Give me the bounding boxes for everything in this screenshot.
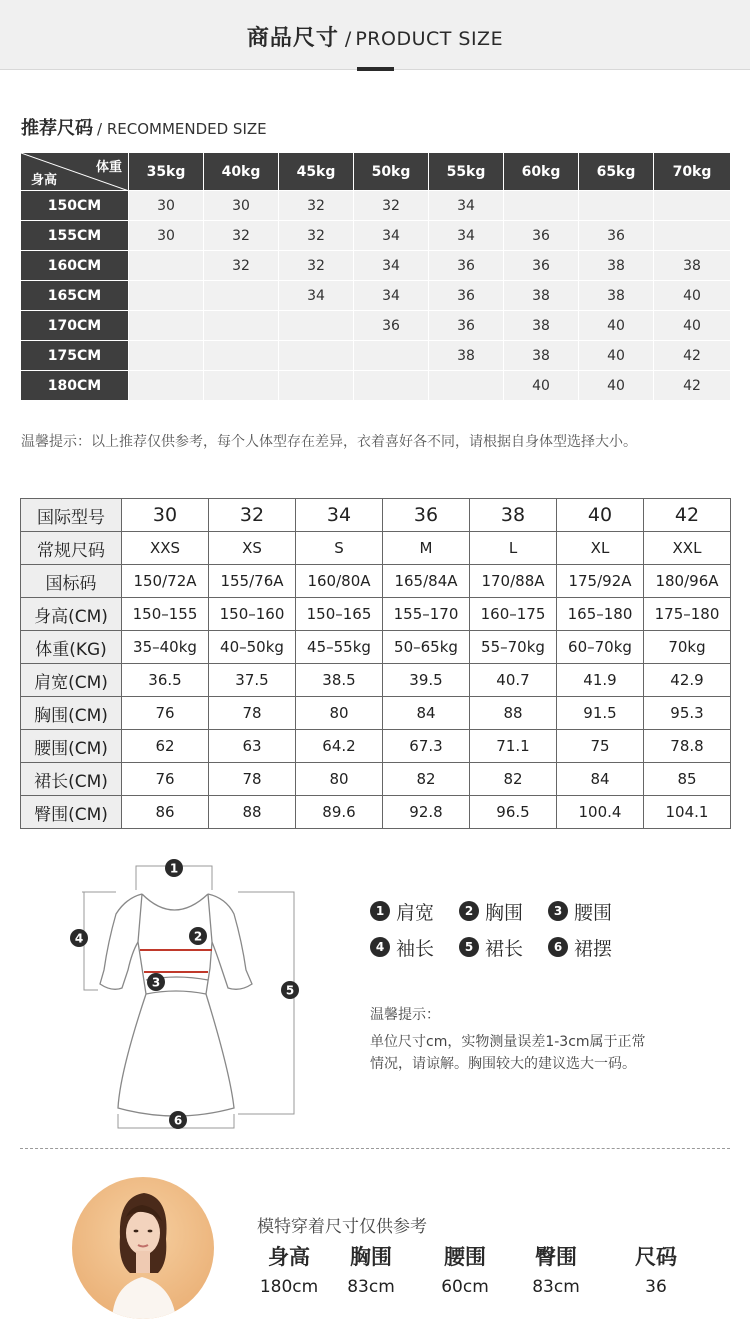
model-measure-label: 尺码 (635, 1245, 677, 1269)
size-chart-cell: 76 (122, 763, 209, 796)
size-chart-cell: 88 (470, 697, 557, 730)
recommended-size-cell: 40 (579, 341, 654, 371)
recommended-row (21, 191, 731, 221)
size-chart-cell: XL (557, 532, 644, 565)
size-chart-cell: 92.8 (383, 796, 470, 829)
size-chart-cell: XS (209, 532, 296, 565)
recommended-size-cell: 36 (504, 221, 579, 251)
size-chart-row-label: 裙长(CM) (21, 763, 122, 796)
recommended-size-cell: 36 (429, 251, 504, 281)
model-avatar (72, 1177, 214, 1319)
height-label: 155CM (21, 221, 129, 251)
size-chart-cell: XXL (644, 532, 731, 565)
size-chart-row-label: 身高(CM) (21, 598, 122, 631)
recommended-size-cell: 34 (354, 281, 429, 311)
size-chart-cell: M (383, 532, 470, 565)
recommended-size-cell: 38 (429, 341, 504, 371)
model-portrait-illustration (72, 1177, 214, 1319)
size-chart-body (21, 499, 731, 829)
size-chart-cell: 88 (209, 796, 296, 829)
size-chart-cell: 150–160 (209, 598, 296, 631)
corner-height-label: 身高 (31, 173, 58, 188)
size-chart-cell: 42.9 (644, 664, 731, 697)
legend-label: 肩宽 (396, 901, 435, 924)
recommended-size-cell: 36 (429, 311, 504, 341)
size-chart-cell: 42 (644, 499, 731, 532)
weight-header-row (21, 153, 731, 191)
recommended-size-cell: 38 (579, 251, 654, 281)
recommended-size-cell: 34 (429, 191, 504, 221)
page-title (0, 24, 750, 54)
legend-row (370, 893, 637, 929)
model-measure-value: 60cm (441, 1277, 489, 1297)
legend-label: 胸围 (485, 901, 524, 924)
size-chart-row-label: 臀围(CM) (21, 796, 122, 829)
size-chart-cell: 150–155 (122, 598, 209, 631)
recommended-size-cell: 32 (204, 221, 279, 251)
model-height (249, 1242, 329, 1302)
model-waist (425, 1242, 505, 1302)
recommended-size-cell: 34 (279, 281, 354, 311)
recommended-size-cell (654, 221, 731, 251)
size-chart-cell: 75 (557, 730, 644, 763)
size-chart-cell: 39.5 (383, 664, 470, 697)
weight-header: 35kg (129, 153, 204, 191)
recommended-title-cn: 推荐尺码 (21, 118, 93, 139)
size-chart-cell: 160–175 (470, 598, 557, 631)
recommended-size-cell (129, 341, 204, 371)
recommended-size-cell: 36 (579, 221, 654, 251)
size-chart-cell: 84 (383, 697, 470, 730)
size-chart-cell: 175/92A (557, 565, 644, 598)
model-measure-label: 腰围 (444, 1245, 486, 1269)
page-title-en: PRODUCT SIZE (355, 28, 504, 50)
size-chart-cell: 45–55kg (296, 631, 383, 664)
size-chart-cell: 150/72A (122, 565, 209, 598)
weight-header: 50kg (354, 153, 429, 191)
recommended-size-cell: 30 (129, 191, 204, 221)
recommended-size-cell: 38 (579, 281, 654, 311)
size-chart-cell: 67.3 (383, 730, 470, 763)
recommended-size-cell (129, 371, 204, 401)
size-chart-cell: 70kg (644, 631, 731, 664)
model-hip (516, 1242, 596, 1302)
measurement-legend (370, 893, 637, 965)
size-chart-cell: 63 (209, 730, 296, 763)
marker-1-label: 1 (169, 861, 179, 876)
legend-number-badge: 1 (370, 901, 390, 921)
size-chart-cell: 155–170 (383, 598, 470, 631)
legend-item-skirt-length (459, 934, 548, 961)
size-chart-cell: 80 (296, 763, 383, 796)
model-measure-value: 83cm (347, 1277, 395, 1297)
marker-4-label: 4 (74, 931, 84, 946)
size-chart-cell: 36.5 (122, 664, 209, 697)
legend-item-sleeve (370, 934, 459, 961)
marker-6-label: 6 (173, 1113, 183, 1128)
legend-number-badge: 2 (459, 901, 479, 921)
height-label: 165CM (21, 281, 129, 311)
measurement-tip-body (370, 1031, 690, 1075)
measurement-accent-lines (140, 950, 212, 972)
recommended-size-cell: 38 (504, 281, 579, 311)
size-chart-cell: S (296, 532, 383, 565)
recommended-size-cell: 32 (204, 251, 279, 281)
legend-label: 裙摆 (574, 937, 613, 960)
size-chart-cell: 95.3 (644, 697, 731, 730)
size-chart-row-label: 肩宽(CM) (21, 664, 122, 697)
legend-item-waist (548, 898, 637, 925)
size-chart-cell: 86 (122, 796, 209, 829)
model-measure-value: 180cm (259, 1277, 319, 1297)
size-chart-cell: 30 (122, 499, 209, 532)
size-chart-cell: 34 (296, 499, 383, 532)
size-chart-cell: 36 (383, 499, 470, 532)
size-chart-cell: 41.9 (557, 664, 644, 697)
size-chart-cell: 71.1 (470, 730, 557, 763)
legend-label: 裙长 (485, 937, 524, 960)
size-chart-cell: 55–70kg (470, 631, 557, 664)
recommended-size-cell: 34 (354, 251, 429, 281)
marker-5 (281, 981, 299, 999)
size-chart-row (21, 499, 731, 532)
recommended-row (21, 311, 731, 341)
legend-label: 袖长 (396, 937, 435, 960)
marker-2-label: 2 (193, 929, 203, 944)
recommended-title-en: / RECOMMENDED SIZE (97, 120, 267, 138)
size-chart-cell: 40.7 (470, 664, 557, 697)
recommended-size-cell (279, 311, 354, 341)
recommended-tip: 温馨提示：以上推荐仅供参考，每个人体型存在差异，衣着喜好各不同，请根据自身体型选择大小。 (21, 434, 637, 450)
marker-4 (70, 929, 88, 947)
model-measure-label: 臀围 (535, 1245, 577, 1269)
recommended-size-cell (429, 371, 504, 401)
size-chart-cell: 170/88A (470, 565, 557, 598)
size-chart-cell: 85 (644, 763, 731, 796)
legend-number-badge: 4 (370, 937, 390, 957)
size-chart-cell: 40–50kg (209, 631, 296, 664)
recommended-size-cell: 40 (579, 371, 654, 401)
size-chart-cell: 40 (557, 499, 644, 532)
legend-number-badge: 6 (548, 937, 568, 957)
size-chart-cell: 60–70kg (557, 631, 644, 664)
size-chart-row (21, 697, 731, 730)
marker-2 (189, 927, 207, 945)
title-underline (357, 67, 394, 71)
size-chart-cell: 37.5 (209, 664, 296, 697)
recommended-size-title (21, 117, 267, 141)
size-chart-cell: 155/76A (209, 565, 296, 598)
recommended-size-cell: 38 (504, 311, 579, 341)
recommended-size-cell: 38 (654, 251, 731, 281)
weight-header: 65kg (579, 153, 654, 191)
size-chart-cell: XXS (122, 532, 209, 565)
recommended-size-cell: 40 (654, 281, 731, 311)
legend-number-badge: 3 (548, 901, 568, 921)
legend-number-badge: 5 (459, 937, 479, 957)
size-chart-cell: 89.6 (296, 796, 383, 829)
size-chart-cell: 78 (209, 697, 296, 730)
size-chart-row-label: 常规尺码 (21, 532, 122, 565)
size-chart-row-label: 胸围(CM) (21, 697, 122, 730)
size-chart-cell: 150–165 (296, 598, 383, 631)
recommended-size-cell: 36 (504, 251, 579, 281)
legend-label: 腰围 (574, 901, 613, 924)
recommended-size-cell (354, 341, 429, 371)
measurement-guides (82, 866, 294, 1128)
section-divider (20, 1148, 730, 1149)
recommended-size-cell (504, 191, 579, 221)
height-label: 180CM (21, 371, 129, 401)
size-chart-table (20, 498, 731, 829)
recommended-size-cell: 32 (279, 221, 354, 251)
size-chart-cell: 38 (470, 499, 557, 532)
recommended-row (21, 341, 731, 371)
recommended-size-cell: 40 (504, 371, 579, 401)
recommended-size-cell: 38 (504, 341, 579, 371)
size-chart-row (21, 631, 731, 664)
size-chart-row (21, 763, 731, 796)
marker-3 (147, 973, 165, 991)
size-chart-row (21, 796, 731, 829)
size-chart-cell: 175–180 (644, 598, 731, 631)
size-chart-cell: 84 (557, 763, 644, 796)
marker-6 (169, 1111, 187, 1129)
recommended-size-cell: 32 (354, 191, 429, 221)
size-chart-cell: 160/80A (296, 565, 383, 598)
recommended-size-cell: 36 (429, 281, 504, 311)
size-chart-row (21, 730, 731, 763)
size-chart-cell: 76 (122, 697, 209, 730)
size-chart-cell: 82 (383, 763, 470, 796)
recommended-size-cell (129, 311, 204, 341)
legend-item-bust (459, 898, 548, 925)
size-chart-cell: 78.8 (644, 730, 731, 763)
recommended-size-cell (279, 341, 354, 371)
size-chart-cell: 165/84A (383, 565, 470, 598)
recommended-size-cell: 30 (204, 191, 279, 221)
recommended-size-cell (204, 371, 279, 401)
page-header (0, 0, 750, 70)
recommended-size-table (20, 152, 731, 401)
height-label: 160CM (21, 251, 129, 281)
recommended-size-cell (129, 251, 204, 281)
size-chart-row-label: 体重(KG) (21, 631, 122, 664)
recommended-size-cell: 30 (129, 221, 204, 251)
recommended-size-cell: 42 (654, 371, 731, 401)
recommended-size-cell: 32 (279, 191, 354, 221)
recommended-size-cell: 34 (429, 221, 504, 251)
recommended-size-cell (579, 191, 654, 221)
legend-item-shoulder (370, 898, 459, 925)
model-measure-value: 83cm (532, 1277, 580, 1297)
measurement-tip-line: 情况，请谅解。胸围较大的建议选大一码。 (370, 1056, 636, 1072)
height-label: 175CM (21, 341, 129, 371)
model-bust (331, 1242, 411, 1302)
model-reference-text: 模特穿着尺寸仅供参考 (257, 1217, 427, 1237)
size-chart-cell: 91.5 (557, 697, 644, 730)
corner-weight-label: 体重 (95, 160, 122, 175)
size-chart-row (21, 565, 731, 598)
recommended-size-cell (654, 191, 731, 221)
size-chart-row-label: 腰围(CM) (21, 730, 122, 763)
size-chart-row-label: 国际型号 (21, 499, 122, 532)
recommended-row (21, 251, 731, 281)
recommended-size-cell (279, 371, 354, 401)
size-chart-row-label: 国标码 (21, 565, 122, 598)
recommended-size-cell (204, 281, 279, 311)
height-label: 170CM (21, 311, 129, 341)
recommended-size-cell (354, 371, 429, 401)
dress-outline (100, 894, 252, 1116)
height-label: 150CM (21, 191, 129, 221)
size-chart-cell: L (470, 532, 557, 565)
model-measure-value: 36 (645, 1277, 667, 1297)
recommended-row (21, 281, 731, 311)
size-chart-cell: 50–65kg (383, 631, 470, 664)
recommended-size-cell: 40 (654, 311, 731, 341)
recommended-row (21, 221, 731, 251)
size-chart-cell: 62 (122, 730, 209, 763)
marker-5-label: 5 (285, 983, 295, 998)
weight-header: 60kg (504, 153, 579, 191)
weight-header: 45kg (279, 153, 354, 191)
size-chart-cell: 165–180 (557, 598, 644, 631)
recommended-size-cell (129, 281, 204, 311)
recommended-table-body (21, 191, 731, 401)
size-chart-row (21, 532, 731, 565)
size-chart-row (21, 664, 731, 697)
model-size (616, 1242, 696, 1302)
size-chart-cell: 32 (209, 499, 296, 532)
size-chart-row (21, 598, 731, 631)
size-chart-cell: 96.5 (470, 796, 557, 829)
size-chart-cell: 104.1 (644, 796, 731, 829)
size-chart-cell: 38.5 (296, 664, 383, 697)
marker-1 (165, 859, 183, 877)
weight-header: 40kg (204, 153, 279, 191)
legend-item-hem (548, 934, 637, 961)
size-chart-cell: 80 (296, 697, 383, 730)
recommended-size-cell (204, 341, 279, 371)
recommended-size-cell (204, 311, 279, 341)
recommended-size-cell: 40 (579, 311, 654, 341)
diagram-markers (70, 859, 299, 1129)
marker-3-label: 3 (151, 975, 161, 990)
page-title-cn: 商品尺寸 (246, 26, 339, 51)
size-chart-cell: 180/96A (644, 565, 731, 598)
size-chart-cell: 64.2 (296, 730, 383, 763)
recommended-size-cell: 34 (354, 221, 429, 251)
measurement-tip-line: 单位尺寸cm，实物测量误差1-3cm属于正常 (370, 1034, 646, 1050)
size-chart-cell: 82 (470, 763, 557, 796)
table-corner-cell (21, 153, 129, 191)
size-chart-cell: 78 (209, 763, 296, 796)
size-chart-cell: 35–40kg (122, 631, 209, 664)
dress-measurement-diagram (62, 852, 322, 1134)
recommended-size-cell: 42 (654, 341, 731, 371)
measurement-tip-title: 温馨提示： (370, 1007, 440, 1023)
page-title-separator: / (344, 28, 352, 50)
weight-header: 55kg (429, 153, 504, 191)
size-chart-cell: 100.4 (557, 796, 644, 829)
recommended-size-cell: 36 (354, 311, 429, 341)
legend-row (370, 929, 637, 965)
recommended-size-cell: 32 (279, 251, 354, 281)
recommended-row (21, 371, 731, 401)
model-measure-label: 身高 (268, 1245, 310, 1269)
model-measure-label: 胸围 (350, 1245, 392, 1269)
weight-header: 70kg (654, 153, 731, 191)
